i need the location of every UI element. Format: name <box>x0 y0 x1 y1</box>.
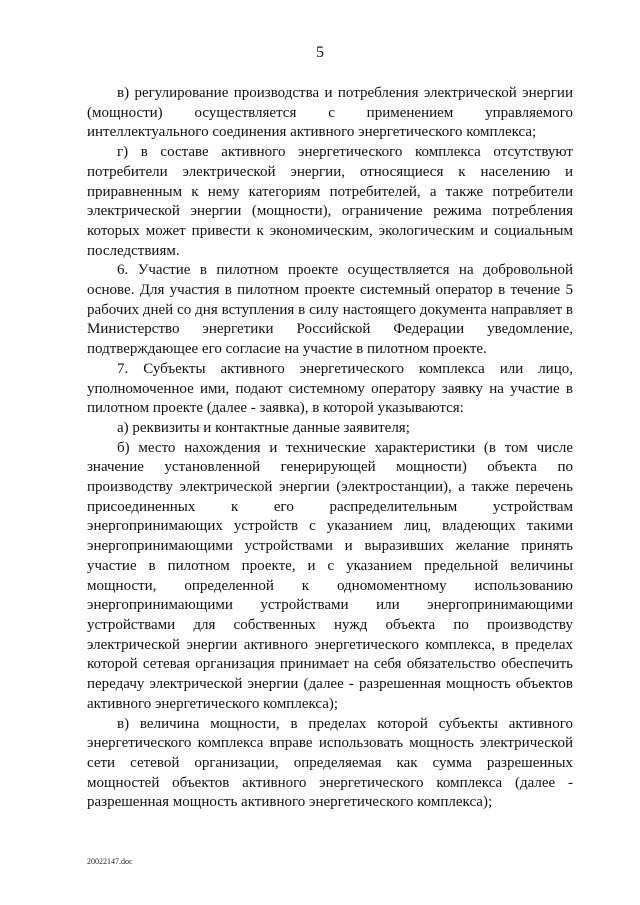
paragraph-6-participation: 6. Участие в пилотном проекте осуществляется на добровольной основе. Для участия в пилотном проекте системный оператор в течение 5 рабочих дней со дня вступления в силу настоящего документа направляет в Министерство энергетики Российской Федерации уведомление, подтверждающее его согласие на участие в пилотном проекте. <box>87 262 573 358</box>
paragraph-a-requisites: а) реквизиты и контактные данные заявителя; <box>117 419 410 436</box>
page-number: 5 <box>316 44 324 61</box>
paragraph-g-consumers: г) в составе активного энергетического комплекса отсутствуют потребители электрической энергии, относящиеся к населению и приравненным к нему категориям потребителей, а также потребители электрической энергии (мощности), ограничение режима потребления которых может привести к экономическим, экологическим и социальным последствиям. <box>87 144 573 259</box>
document-body <box>87 84 573 813</box>
paragraph-7-application: 7. Субъекты активного энергетического комплекса или лицо, уполномоченное ими, подают системному оператору заявку на участие в пилотном проекте (далее - заявка), в которой указываются: <box>87 360 573 417</box>
paragraph-v-capacity: в) величина мощности, в пределах которой субъекты активного энергетического комплекса вправе использовать мощность электрической сети сетевой организации, определяемая как сумма разрешенных мощностей объектов активного энергетического комплекса (далее - разрешенная мощность активного энергетического комплекса); <box>87 715 573 811</box>
footer-filename: 20022147.doc <box>87 857 133 866</box>
paragraph-b-location: б) место нахождения и технические характеристики (в том числе значение установленной генерирующей мощности) объекта по производству электрической энергии (электростанции), а также перечень присоединенных к его распределительным устройствам энергопринимающих устройств с указанием лиц, владеющих такими энергопринимающими устройствами и выразивших желание принять участие в пилотном проекте, и с указанием предельной величины мощности, определенной к одномоментному использованию энергопринимающими устройствами или энергопринимающими устройствами для собственных нужд объекта по производству электрической энергии активного энергетического комплекса, в пределах которой сетевая организация принимает на себя обязательство обеспечить передачу электрической энергии (далее - разрешенная мощность объектов активного энергетического комплекса); <box>87 439 573 712</box>
paragraph-v-regulation: в) регулирование производства и потребления электрической энергии (мощности) осуществляется с применением управляемого интеллектуального соединения активного энергетического комплекса; <box>87 85 573 141</box>
